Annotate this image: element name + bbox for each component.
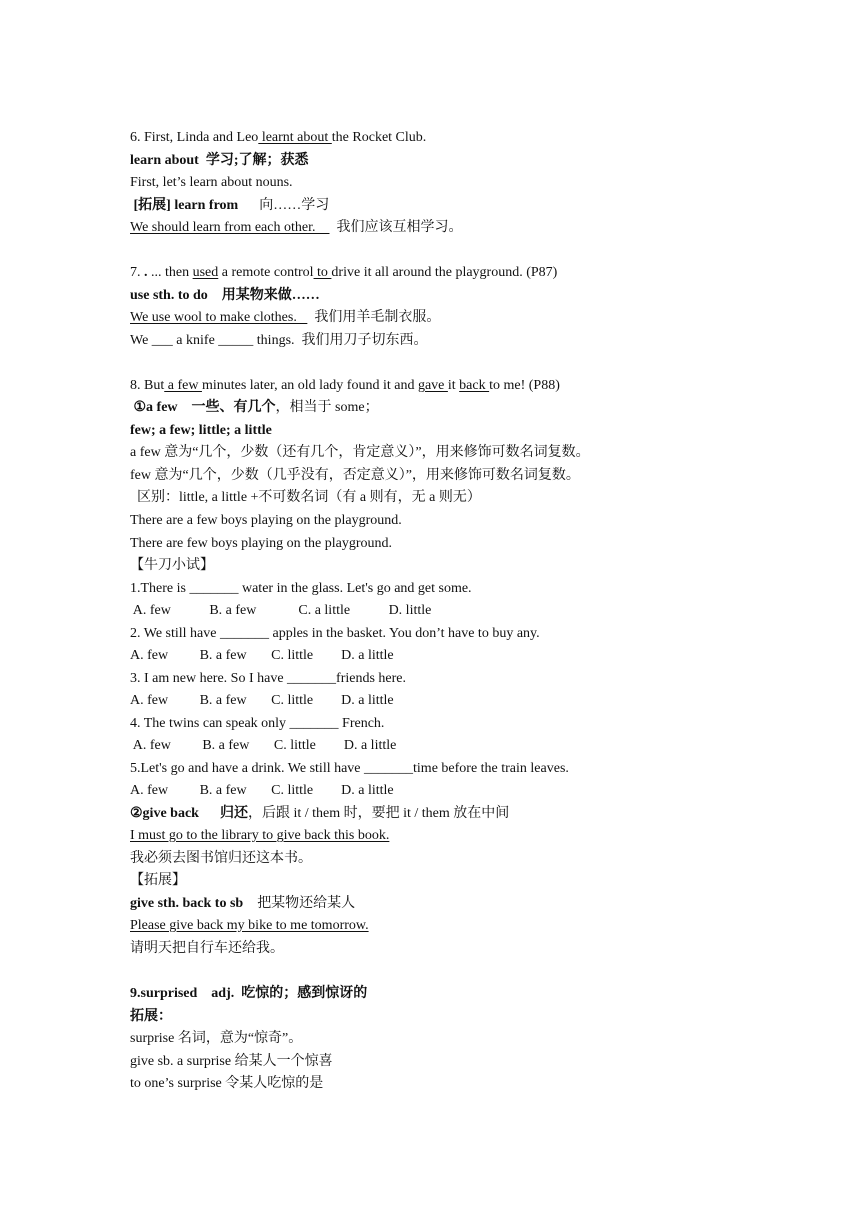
text: to me! (P88) — [489, 378, 560, 393]
quiz-question — [130, 713, 384, 735]
underlined-word: to — [313, 265, 332, 280]
item-7-sentence — [130, 262, 557, 284]
example-sentence — [130, 217, 462, 239]
item-9-heading — [130, 983, 367, 1005]
translation: 我们用羊毛制衣服。 — [307, 310, 441, 325]
text: ... then — [147, 265, 193, 280]
text: A. few B. a few C. little D. a little — [130, 693, 394, 708]
explanation — [130, 1028, 302, 1050]
quiz-options — [130, 780, 394, 802]
quiz-options — [130, 645, 394, 667]
text: few 意为“几个，少数（几乎没有，否定意义）”，用来修饰可数名词复数。 — [130, 468, 580, 483]
example-sentence — [130, 307, 440, 329]
translation: 我们应该互相学习。 — [329, 220, 463, 235]
text: 1.There is _______ water in the glass. Let's go and get some. — [130, 581, 472, 596]
text: 【拓展】 — [130, 873, 186, 888]
underlined-sentence: We use wool to make clothes. — [130, 310, 308, 325]
bold-phrase: learn about 学习;了解；获悉 — [130, 153, 309, 168]
quiz-question — [130, 578, 472, 600]
text: A. few B. a few C. little D. a little — [130, 783, 394, 798]
bold-phrase: few; a few; little; a little — [130, 423, 272, 438]
text: 7. — [130, 265, 144, 280]
example-sentence — [130, 533, 392, 555]
text: A. few B. a few C. little D. a little — [130, 738, 397, 753]
example-sentence — [130, 510, 402, 532]
phrase-heading — [130, 803, 509, 825]
underlined-word: back — [459, 378, 490, 393]
underlined-sentence: I must go to the library to give back this book. — [130, 828, 390, 843]
text: There are a few boys playing on the playground. — [130, 513, 402, 528]
explanation — [130, 487, 481, 509]
text: 向……学习 — [238, 198, 330, 213]
quiz-options — [130, 690, 394, 712]
text: 5.Let's go and have a drink. We still have _______time before the train leaves. — [130, 761, 569, 776]
explanation — [130, 442, 590, 464]
quiz-options — [130, 735, 396, 757]
text: drive it all around the playground. (P87) — [331, 265, 558, 280]
translation — [130, 938, 284, 960]
section-heading — [130, 1006, 172, 1028]
text: 把某物还给某人 — [243, 896, 356, 911]
text: 请明天把自行车还给我。 — [130, 941, 284, 956]
bold-phrase: [拓展] learn from — [130, 198, 239, 213]
phrase-heading — [130, 397, 379, 419]
explanation — [130, 465, 580, 487]
text: A. few B. a few C. little D. a little — [130, 648, 394, 663]
text: 2. We still have _______ apples in the basket. You don’t have to buy any. — [130, 626, 540, 641]
text: a remote control — [218, 265, 314, 280]
example-sentence — [130, 172, 293, 194]
phrase-heading — [130, 285, 320, 307]
text: 我必须去图书馆归还这本书。 — [130, 851, 312, 866]
section-heading — [130, 870, 186, 892]
underlined-sentence: We should learn from each other. — [130, 220, 330, 235]
phrase-heading — [130, 420, 272, 442]
phrase-heading — [130, 150, 309, 172]
text: it — [447, 378, 460, 393]
text: A. few B. a few C. a little D. little — [130, 603, 432, 618]
underlined-sentence: Please give back my bike to me tomorrow. — [130, 918, 369, 933]
section-heading — [130, 555, 214, 577]
text: We ___ a knife _____ things. 我们用刀子切东西。 — [130, 333, 428, 348]
bold-phrase: ②give back 归还 — [130, 806, 248, 821]
text: ，后跟 it / them 时，要把 it / them 放在中间 — [247, 806, 510, 821]
item-6-sentence — [130, 127, 426, 149]
text: the Rocket Club. — [331, 130, 427, 145]
text: 【牛刀小试】 — [130, 558, 214, 573]
quiz-question — [130, 758, 569, 780]
quiz-question — [130, 623, 540, 645]
example-sentence — [130, 825, 389, 847]
text: a few 意为“几个，少数（还有几个，肯定意义）”，用来修饰可数名词复数。 — [130, 445, 590, 460]
item-8-sentence — [130, 375, 560, 397]
text: 8. But — [130, 378, 165, 393]
explanation — [130, 1073, 323, 1095]
example-sentence — [130, 915, 369, 937]
text: First, let’s learn about nouns. — [130, 175, 293, 190]
underlined-word: gave — [417, 378, 448, 393]
text: 区别：little, a little +不可数名词（有 a 则有，无 a 则无） — [130, 490, 481, 505]
text: . — [144, 265, 148, 280]
bold-phrase: use sth. to do 用某物来做…… — [130, 288, 320, 303]
text: minutes later, an old lady found it and — [201, 378, 418, 393]
underlined-phrase: learnt about — [258, 130, 332, 145]
text: There are few boys playing on the playground. — [130, 536, 393, 551]
text: give sb. a surprise 给某人一个惊喜 — [130, 1054, 333, 1069]
quiz-question — [130, 668, 406, 690]
underlined-phrase: a few — [164, 378, 202, 393]
bold-phrase: ①a few 一些、有几个 — [130, 400, 276, 415]
phrase-heading — [130, 893, 355, 915]
bold-phrase: 9.surprised adj. 吃惊的；感到惊讶的 — [130, 986, 368, 1001]
text: ，相当于 some； — [275, 400, 379, 415]
text: 6. First, Linda and Leo — [130, 130, 259, 145]
quiz-options — [130, 600, 431, 622]
explanation — [130, 1051, 333, 1073]
bold-phrase: give sth. back to sb — [130, 896, 244, 911]
text: surprise 名词，意为“惊奇”。 — [130, 1031, 303, 1046]
bold-phrase: 拓展： — [130, 1009, 172, 1024]
fill-in-exercise — [130, 330, 428, 352]
extension-phrase — [130, 195, 329, 217]
text: 4. The twins can speak only _______ French. — [130, 716, 385, 731]
underlined-word: used — [192, 265, 219, 280]
translation — [130, 848, 312, 870]
text: to one’s surprise 令某人吃惊的是 — [130, 1076, 324, 1091]
text: 3. I am new here. So I have _______friends here. — [130, 671, 407, 686]
